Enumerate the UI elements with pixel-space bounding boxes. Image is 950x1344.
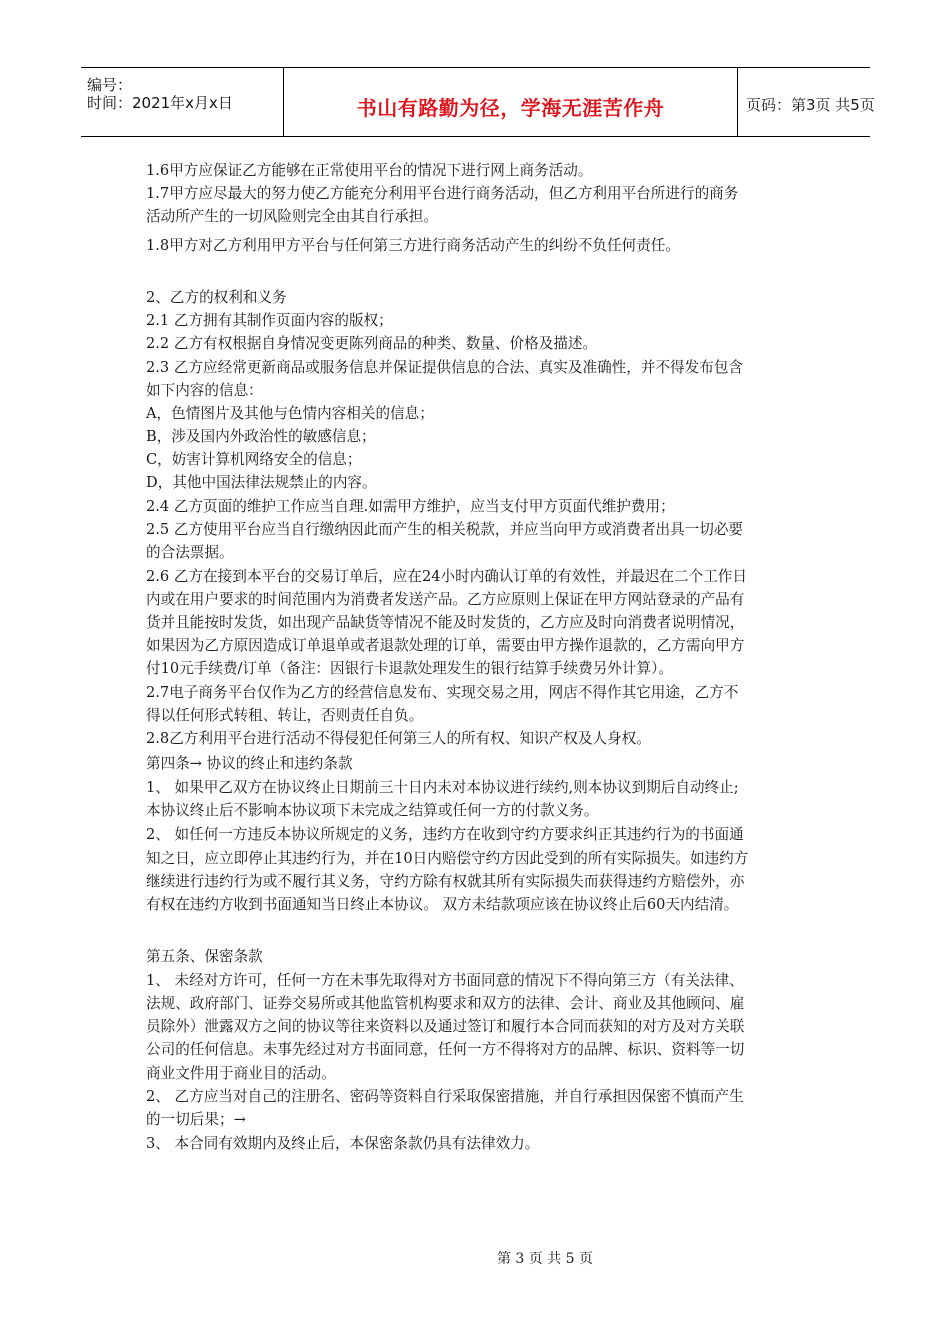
body-text-line: 有权在违约方收到书面通知当日终止本协议。 双方未结款项应该在协议终止后60天内结清。	[146, 896, 739, 913]
body-text-line: 活动所产生的一切风险则完全由其自行承担。	[146, 208, 438, 225]
document-number-label: 编号：	[87, 76, 133, 94]
body-text-line: 2、 乙方应当对自己的注册名、密码等资料自行采取保密措施，并自行承担因保密不慎而产生	[146, 1088, 744, 1105]
body-text-line: 1、 未经对方许可，任何一方在未事先取得对方书面同意的情况下不得向第三方（有关法律、	[146, 972, 744, 989]
body-text-line: 第四条→ 协议的终止和违约条款	[146, 755, 353, 772]
body-text-line: 2.5 乙方使用平台应当自行缴纳因此而产生的相关税款，并应当向甲方或消费者出具一切必要	[146, 521, 744, 538]
body-text-line: 员除外）泄露双方之间的协议等往来资料以及通过签订和履行本合同而获知的对方及对方关联	[146, 1018, 745, 1035]
header-meta-cell	[81, 68, 283, 136]
header-page-info: 页码：第3页 共5页	[746, 96, 875, 114]
body-text-line: 1.8甲方对乙方利用甲方平台与任何第三方进行商务活动产生的纠纷不负任何责任。	[146, 237, 680, 254]
header-page-cell	[738, 68, 875, 136]
body-text-line: 2.6 乙方在接到本平台的交易订单后，应在24小时内确认订单的有效性，并最迟在二个工作日	[146, 568, 747, 585]
body-text-line: 1.7甲方应尽最大的努力使乙方能充分利用平台进行商务活动，但乙方利用平台所进行的商务	[146, 185, 739, 202]
footer-page-number: 第 3 页 共 5 页	[496, 1251, 594, 1267]
body-text-line: A，色情图片及其他与色情内容相关的信息；	[146, 405, 434, 422]
header-motto: 书山有路勤为径，学海无涯苦作舟	[356, 96, 665, 120]
body-text-line: 的一切后果；→	[146, 1111, 246, 1128]
body-text-line: D，其他中国法律法规禁止的内容。	[146, 474, 377, 491]
body-text-line: 法规、政府部门、证券交易所或其他监管机构要求和双方的法律、会计、商业及其他顾问、雇	[146, 995, 745, 1012]
body-text-line: 2、乙方的权利和义务	[146, 289, 287, 306]
body-text-line: 第五条、保密条款	[146, 948, 263, 965]
body-text-line: C，妨害计算机网络安全的信息；	[146, 451, 362, 468]
body-text-line: 本协议终止后不影响本协议项下未完成之结算或任何一方的付款义务。	[146, 802, 599, 819]
body-text-line: 2.4 乙方页面的维护工作应当自理.如需甲方维护，应当支付甲方页面代维护费用；	[146, 498, 675, 515]
body-text-line: 付10元手续费/订单（备注：因银行卡退款处理发生的银行结算手续费另外计算）。	[146, 660, 673, 677]
body-text-line: 知之日，应立即停止其违约行为，并在10日内赔偿守约方因此受到的所有实际损失。如违约方	[146, 850, 749, 867]
body-text-line: 的合法票据。	[146, 544, 234, 561]
body-text-line: 货并且能按时发货，如出现产品缺货等情况不能及时发货的，乙方应及时向消费者说明情况，	[146, 614, 745, 631]
body-text-line: 2.7电子商务平台仅作为乙方的经营信息发布、实现交易之用，网店不得作其它用途，乙方不	[146, 684, 739, 701]
body-text-line: 1.6甲方应保证乙方能够在正常使用平台的情况下进行网上商务活动。	[146, 162, 593, 179]
document-date-label: 时间：2021年x月x日	[87, 94, 233, 112]
body-text-line: 如下内容的信息：	[146, 382, 263, 399]
body-text-line: 2、 如任何一方违反本协议所规定的义务，违约方在收到守约方要求纠正其违约行为的书面通	[146, 826, 744, 843]
body-text-line: 商业文件用于商业目的活动。	[146, 1065, 336, 1082]
body-text-line: 如果因为乙方原因造成订单退单或者退款处理的订单，需要由甲方操作退款的，乙方需向甲方	[146, 637, 745, 654]
body-text-line: 继续进行违约行为或不履行其义务，守约方除有权就其所有实际损失而获得违约方赔偿外，亦	[146, 873, 745, 890]
body-text-line: 2.1 乙方拥有其制作页面内容的版权；	[146, 312, 393, 329]
body-text-line: 2.2 乙方有权根据自身情况变更陈列商品的种类、数量、价格及描述。	[146, 335, 598, 352]
body-text-line: B，涉及国内外政治性的敏感信息；	[146, 428, 376, 445]
page-footer	[0, 1248, 950, 1268]
body-text-line: 公司的任何信息。未事先经过对方书面同意，任何一方不得将对方的品牌、标识、资料等一切	[146, 1041, 745, 1058]
header-motto-cell	[283, 68, 738, 136]
body-text-line: 内或在用户要求的时间范围内为消费者发送产品。乙方应原则上保证在甲方网站登录的产品有	[146, 591, 745, 608]
page-header	[81, 67, 875, 137]
body-text-line: 2.3 乙方应经常更新商品或服务信息并保证提供信息的合法、真实及准确性，并不得发布包含	[146, 359, 744, 376]
body-text-line: 2.8乙方利用平台进行活动不得侵犯任何第三人的所有权、知识产权及人身权。	[146, 730, 651, 747]
body-text-line: 1、 如果甲乙双方在协议终止日期前三十日内未对本协议进行续约,则本协议到期后自动终止;	[146, 779, 739, 796]
body-text-line: 3、 本合同有效期内及终止后，本保密条款仍具有法律效力。	[146, 1135, 540, 1152]
body-text-line: 得以任何形式转租、转让，否则责任自负。	[146, 707, 424, 724]
